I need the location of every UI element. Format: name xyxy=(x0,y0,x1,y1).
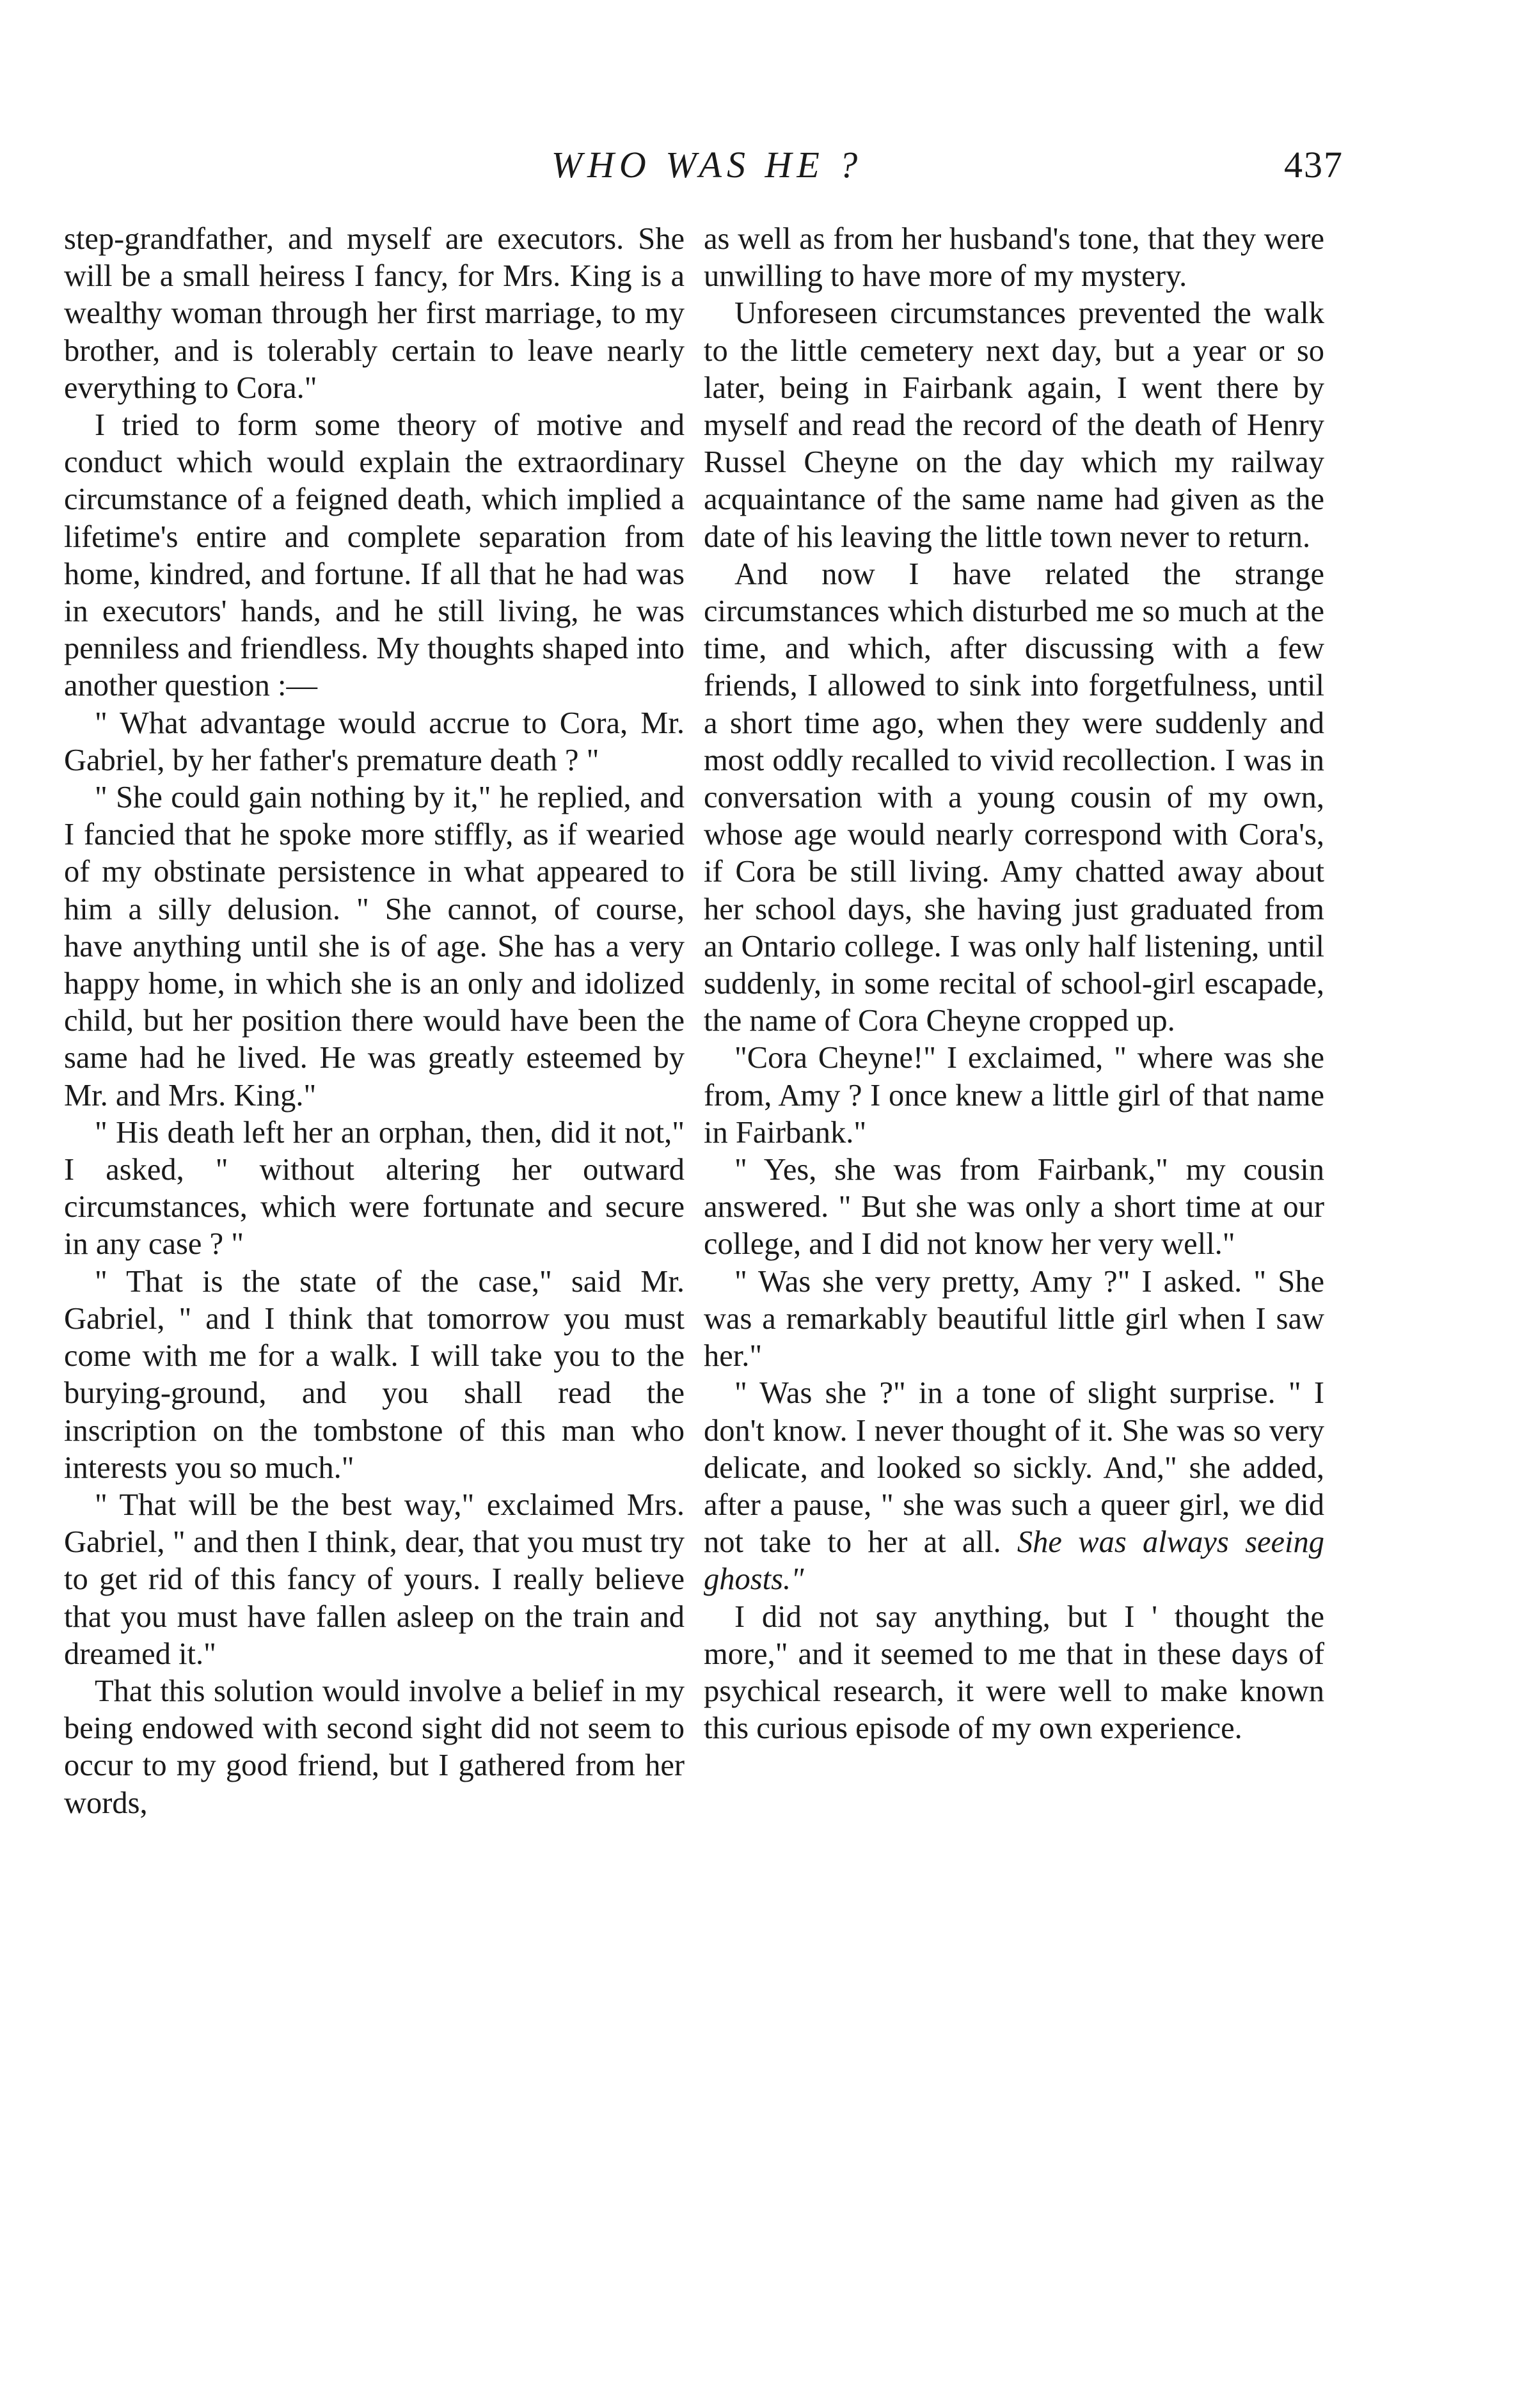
paragraph: " She could gain nothing by it," he replied, and I fancied that he spoke more stiffly, as if wearied of my obstinate persistence in what appeared to him a silly delusion. " She cannot, of course, have anything until she is of age. She has a very happy home, in which she is an only and idolized child, but her position there would have been the same had he lived. He was greatly esteemed by Mr. and Mrs. King." xyxy=(64,780,685,1113)
paragraph: " Was she very pretty, Amy ?" I asked. " She was a remarkably beautiful little girl when I saw her." xyxy=(704,1264,1324,1374)
paragraph: Unforeseen circumstances prevented the walk to the little cemetery next day, but a year or so later, being in Fairbank again, I went there by myself and read the record of the death of Henry Russel Cheyne on the day which my railway acquaintance of the same name had given as the date of his leaving the little town never to return. xyxy=(704,296,1324,554)
paragraph-with-italic xyxy=(704,1375,1324,1598)
running-head xyxy=(70,139,1344,191)
paragraph: " Yes, she was from Fairbank," my cousin answered. " But she was only a short time at our college, and I did not know her very well." xyxy=(704,1153,1324,1262)
paragraph: " That is the state of the case," said Mr. Gabriel, " and I think that tomorrow you must come with me for a walk. I will take you to the burying-ground, and you shall read the inscription on the tombstone of this man who interests you so much." xyxy=(64,1264,685,1485)
text-column-right xyxy=(704,221,1324,1747)
paragraph: That this solution would involve a belief in my being endowed with second sight did not seem to occur to my good friend, but I gathered from her words, xyxy=(64,1674,685,1820)
text-column-left xyxy=(64,221,685,1822)
paragraph: " What advantage would accrue to Cora, Mr. Gabriel, by her father's premature death ? " xyxy=(64,706,685,777)
paragraph: I did not say anything, but I ' thought the more," and it seemed to me that in these days of psychical research, it were well to make known this curious episode of my own experience. xyxy=(704,1599,1324,1746)
paragraph-text: " Was she ?" in a tone of slight surprise. " I don't know. I never thought of it. She was so very delicate, and looked so sickly. And," she added, after a pause, " she was such a queer girl, we did not take to her at all. xyxy=(704,1376,1324,1560)
paragraph: as well as from her husband's tone, that they were unwilling to have more of my mystery. xyxy=(704,222,1324,294)
paragraph: step-grandfather, and myself are executors. She will be a small heiress I fancy, for Mrs. King is a wealthy woman through her first marriage, to my brother, and is tolerably certain to leave nearly everything to Cora." xyxy=(64,222,685,405)
paragraph: And now I have related the strange circumstances which disturbed me so much at the time, and which, after discussing with a few friends, I allowed to sink into forgetfulness, until a short time ago, when they were suddenly and most oddly recalled to vivid recollection. I was in conversation with a young cousin of my own, whose age would nearly correspond with Cora's, if Cora be still living. Amy chatted away about her school days, she having just graduated from an Ontario college. I was only half listening, until suddenly, in some recital of school-girl escapade, the name of Cora Cheyne cropped up. xyxy=(704,557,1324,1038)
paragraph: "Cora Cheyne!" I exclaimed, " where was she from, Amy ? I once knew a little girl of that name in Fairbank." xyxy=(704,1041,1324,1150)
page-title: WHO WAS HE ? xyxy=(551,144,863,186)
paragraph: " His death left her an orphan, then, did it not," I asked, " without altering her outward circumstances, which were fortunate and secure in any case ? " xyxy=(64,1115,685,1262)
paragraph: " That will be the best way," exclaimed Mrs. Gabriel, " and then I think, dear, that you must try to get rid of this fancy of yours. I really believe that you must have fallen asleep on the train and dreamed it." xyxy=(64,1487,685,1671)
paragraph: I tried to form some theory of motive and conduct which would explain the extraordinary circumstance of a feigned death, which implied a lifetime's entire and complete separation from home, kindred, and fortune. If all that he had was in executors' hands, and he still living, he was penniless and friendless. My thoughts shaped into another question :— xyxy=(64,408,685,703)
italic-quote: She was always seeing ghosts." xyxy=(704,1525,1324,1597)
page-number: 437 xyxy=(1284,144,1344,186)
